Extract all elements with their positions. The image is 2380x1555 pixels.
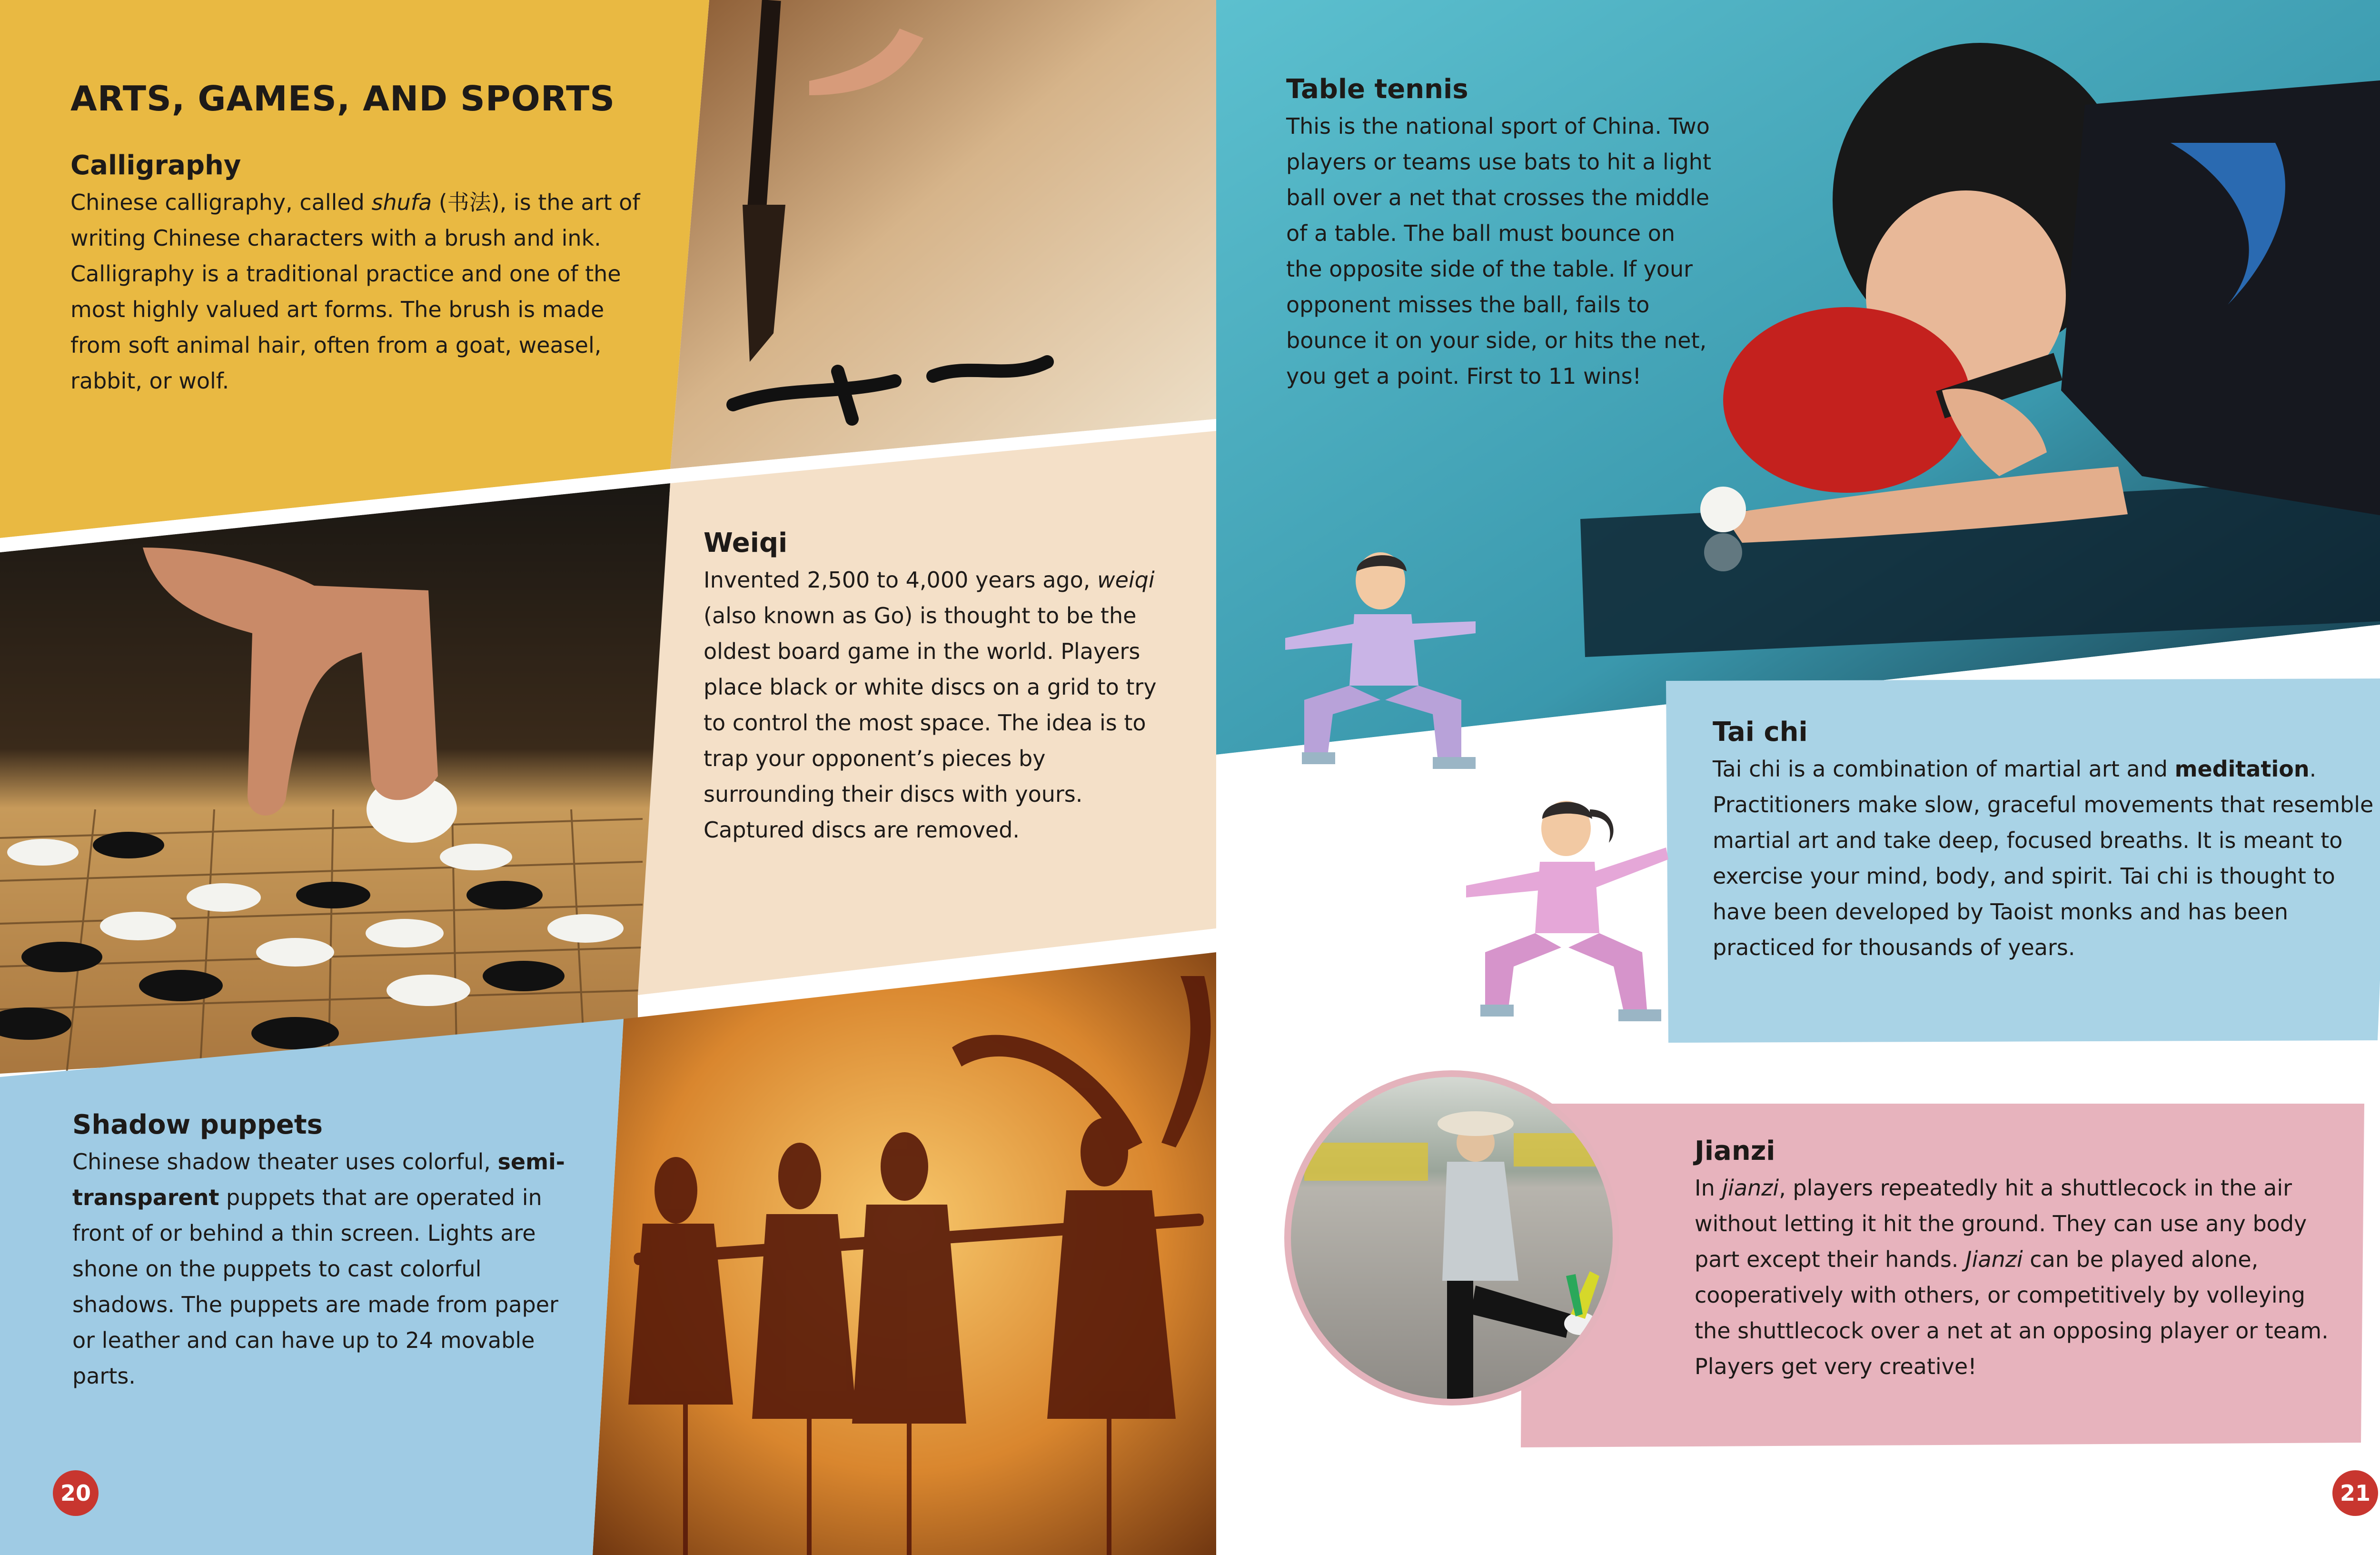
- calligraphy-text-part: (书法), is the art of writing Chinese characters with a brush and ink. Calligraphy is a traditional practice and one of the most highly valued art forms. The brush is made from soft animal hair, often from a goat, weasel, rabbit, or wolf.: [70, 189, 640, 394]
- tai-chi-section: [1713, 717, 2379, 966]
- weiqi-term: weiqi: [1097, 567, 1155, 593]
- paddle: [1723, 307, 1971, 493]
- weiqi-section: [704, 528, 1180, 848]
- jianzi-text-part: , players repeatedly hit a shuttlecock in the air without letting it hit the ground. They can use any body part except their hands.: [1695, 1175, 2307, 1272]
- weiqi-photo: [0, 483, 670, 1074]
- tai-chi-bold-term: meditation: [2174, 756, 2310, 782]
- table-tennis-heading: Table tennis: [1286, 74, 1468, 105]
- jianzi-heading: Jianzi: [1695, 1136, 1775, 1166]
- calligraphy-text-part: Chinese calligraphy, called: [70, 189, 372, 215]
- tai-chi-text-part: Tai chi is a combination of martial art and: [1713, 756, 2175, 782]
- jianzi-term: jianzi: [1722, 1175, 1779, 1201]
- page-number-left: 20: [53, 1470, 99, 1516]
- calligraphy-term: shufa: [371, 189, 432, 215]
- shadow-puppets-section: [72, 1109, 572, 1394]
- page-number-right: 21: [2332, 1470, 2378, 1516]
- jianzi-term: Jianzi: [1965, 1246, 2023, 1272]
- weiqi-heading: Weiqi: [704, 528, 788, 558]
- tai-chi-text-part: . Practitioners make slow, graceful movements that resemble martial art and take deep, focused breaths. It is meant to exercise your mind, body, and spirit. Tai chi is thought to have been developed by Taoist monks and has been practiced for thousands of years.: [1713, 756, 2374, 960]
- tai-chi-heading: Tai chi: [1713, 717, 1808, 748]
- jianzi-section: [1695, 1136, 2342, 1385]
- shadow-puppets-heading: Shadow puppets: [72, 1109, 323, 1140]
- weiqi-text-part: Invented 2,500 to 4,000 years ago,: [704, 567, 1097, 593]
- shadow-puppets-text-part: puppets that are operated in front of or behind a thin screen. Lights are shone on the puppets to cast colorful shadows. The puppets are made from paper or leather and can have up to 24 movable parts.: [72, 1185, 558, 1389]
- page-title: ARTS, GAMES, AND SPORTS: [70, 79, 615, 119]
- tai-chi-woman-illustration: [1457, 790, 1714, 1076]
- shadow-puppets-text-part: Chinese shadow theater uses colorful,: [72, 1149, 498, 1175]
- weiqi-text-part: (also known as Go) is thought to be the oldest board game in the world. Players place black or white discs on a grid to try to control the most space. The idea is to trap your opponent’s pieces by surrounding their discs with yours. Captured discs are removed.: [704, 603, 1157, 843]
- shadow-puppets-bold-term: semi-transparent: [72, 1149, 565, 1210]
- tai-chi-text: [1713, 751, 2379, 966]
- calligraphy-text: [70, 185, 651, 399]
- jianzi-text-part: can be played alone, cooperatively with others, or competitively by volleying the shuttlecock over a net at an opposing player or team. Players get very creative!: [1695, 1246, 2329, 1379]
- table-tennis-section: [1286, 74, 1715, 394]
- jianzi-text: [1695, 1170, 2342, 1385]
- shadow-puppets-text: [72, 1144, 572, 1394]
- calligraphy-section: [70, 79, 651, 399]
- jianzi-text-part: In: [1695, 1175, 1722, 1201]
- ping-pong-ball: [1700, 487, 1746, 532]
- calligraphy-heading: Calligraphy: [70, 150, 241, 181]
- table-tennis-text: This is the national sport of China. Two players or teams use bats to hit a light ball over a net that crosses the middle of a table. The ball must bounce on the opposite side of the table. If your opponent misses the ball, fails to bounce it on your side, or hits the net, you get a point. First to 11 wins!: [1286, 113, 1712, 389]
- weiqi-text: [704, 562, 1180, 848]
